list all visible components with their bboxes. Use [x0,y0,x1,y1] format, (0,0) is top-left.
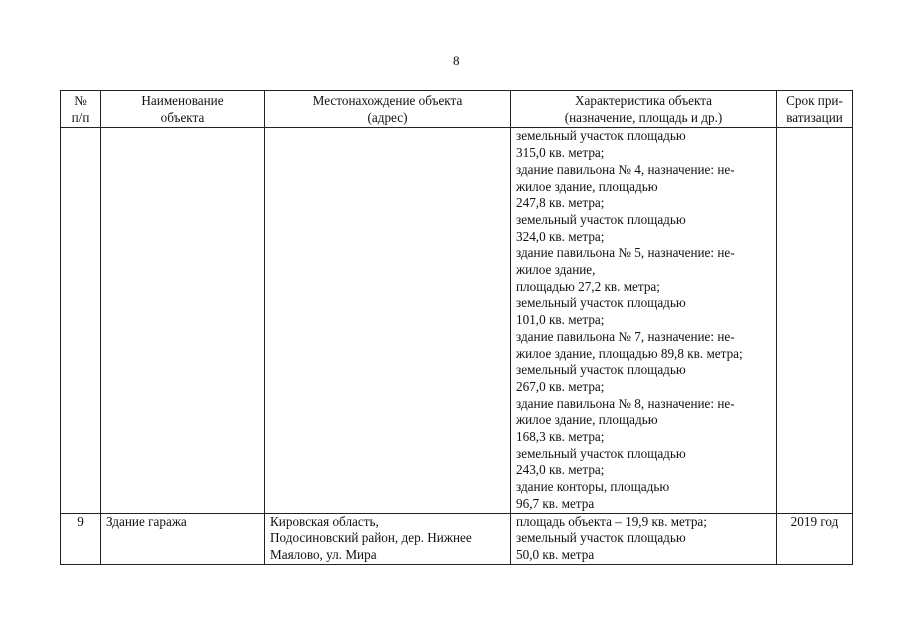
cell-term-empty [777,128,853,513]
table-row-continuation [61,128,853,513]
text-line: Подосиновский район, дер. Нижнее [270,530,472,546]
cell-name: Здание гаража [101,513,265,564]
text-line: здание павильона № 8, назначение: не- [516,395,735,411]
text-line: 267,0 кв. метра; [516,378,605,394]
text-line: 315,0 кв. метра; [516,145,605,161]
cell-term: 2019 год [777,513,853,564]
cell-num-empty [61,128,101,513]
text-line: 247,8 кв. метра; [516,195,605,211]
text-line: жилое здание, [516,262,596,278]
header-term: Срок при- ватизации [777,91,853,128]
header-location: Местонахождение объекта (адрес) [265,91,511,128]
text-line: Кировская область, [270,513,379,529]
text-line: площадью 27,2 кв. метра; [516,278,660,294]
text-line: земельный участок площадью [516,530,686,546]
page-number: 8 [453,53,460,68]
cell-characteristics [511,128,777,513]
text-line: жилое здание, площадью [516,178,658,194]
table-header-row [61,91,853,128]
text-line: земельный участок площадью [516,128,686,144]
text-line: здание павильона № 5, назначение: не- [516,245,735,261]
text-line: жилое здание, площадью 89,8 кв. метра; [516,345,743,361]
cell-characteristics [511,513,777,564]
text-line: жилое здание, площадью [516,412,658,428]
text-line: 324,0 кв. метра; [516,228,605,244]
text-line: здание павильона № 4, назначение: не- [516,161,735,177]
table-row-9 [61,513,853,564]
privatization-table [60,90,853,565]
cell-num: 9 [61,513,101,564]
text-line: Маялово, ул. Мира [270,546,377,562]
text-line: земельный участок площадью [516,211,686,227]
cell-location-empty [265,128,511,513]
text-line: земельный участок площадью [516,362,686,378]
text-line: 101,0 кв. метра; [516,312,605,328]
text-line: 168,3 кв. метра; [516,429,605,445]
header-num: № п/п [61,91,101,128]
text-line: 243,0 кв. метра; [516,462,605,478]
cell-name-empty [101,128,265,513]
text-line: здание павильона № 7, назначение: не- [516,328,735,344]
header-characteristics: Характеристика объекта (назначение, площадь и др.) [511,91,777,128]
cell-location [265,513,511,564]
text-line: площадь объекта – 19,9 кв. метра; [516,513,707,529]
text-line: здание конторы, площадью [516,479,670,495]
text-line: 50,0 кв. метра [516,546,595,562]
text-line: земельный участок площадью [516,445,686,461]
text-line: 96,7 кв. метра [516,495,595,511]
text-line: земельный участок площадью [516,295,686,311]
header-name: Наименование объекта [101,91,265,128]
